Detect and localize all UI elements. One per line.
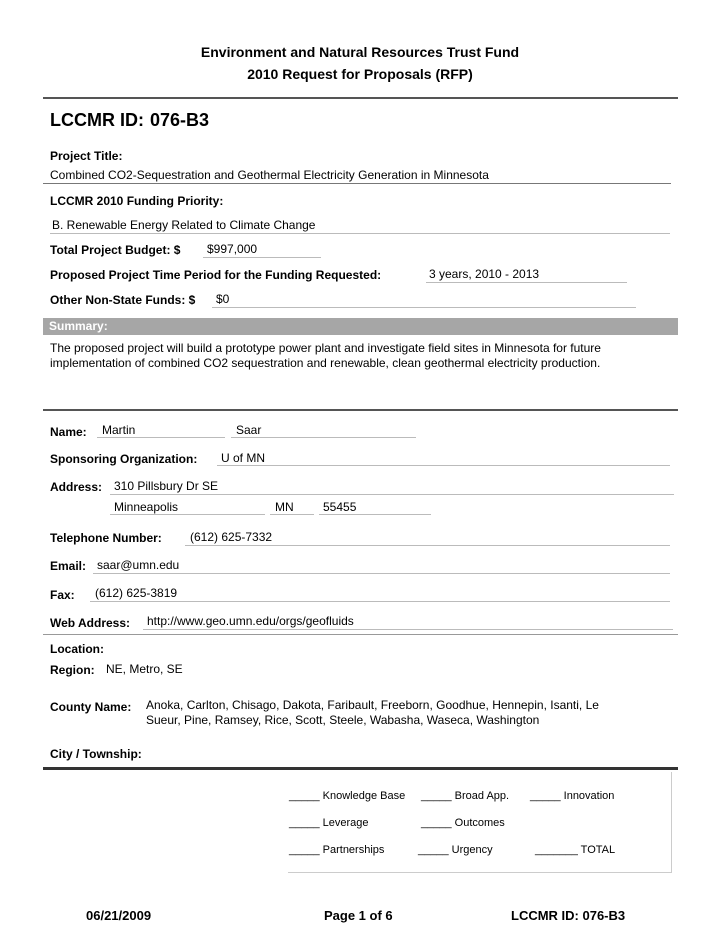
email-underline — [93, 573, 670, 574]
score-partnerships: _____ Partnerships — [289, 844, 385, 856]
last-name-underline — [231, 437, 416, 438]
summary-text: The proposed project will build a prototype power plant and investigate field sites in Minnesota for future implementation of combined CO2 sequestration and renewable, clean geothermal electricity production. — [50, 341, 601, 370]
web-address-underline — [143, 629, 673, 630]
street-value: 310 Pillsbury Dr SE — [114, 479, 219, 493]
project-title-label: Project Title: — [50, 149, 123, 163]
fax-label: Fax: — [50, 588, 75, 602]
contact-divider — [43, 634, 678, 635]
budget-value: $997,000 — [207, 242, 258, 256]
score-urgency: _____ Urgency — [418, 844, 493, 856]
nonstate-value: $0 — [216, 292, 230, 306]
footer-page: Page 1 of 6 — [324, 908, 393, 923]
web-address-label: Web Address: — [50, 616, 131, 630]
period-value: 3 years, 2010 - 2013 — [429, 267, 540, 281]
location-divider — [43, 767, 678, 770]
funding-priority-label: LCCMR 2010 Funding Priority: — [50, 194, 224, 208]
score-total: _______ TOTAL — [535, 844, 616, 856]
footer-lccmr-id: LCCMR ID: 076-B3 — [511, 908, 626, 923]
project-title-value: Combined CO2-Sequestration and Geothermal Electricity Generation in Minnesota — [50, 168, 489, 182]
nonstate-label: Other Non-State Funds: $ — [50, 293, 196, 307]
period-label: Proposed Project Time Period for the Funding Requested: — [50, 268, 382, 282]
email-value: saar@umn.edu — [97, 558, 180, 572]
first-name-value: Martin — [102, 423, 136, 437]
street-underline — [110, 494, 674, 495]
address-label: Address: — [50, 480, 103, 494]
budget-underline — [203, 257, 321, 258]
zip-underline — [319, 514, 431, 515]
project-title-underline — [43, 183, 671, 184]
footer-date: 06/21/2009 — [86, 908, 152, 923]
organization-value: U of MN — [221, 451, 266, 465]
zip-value: 55455 — [323, 500, 357, 514]
score-leverage: _____ Leverage — [289, 817, 369, 829]
score-outcomes: _____ Outcomes — [421, 817, 505, 829]
region-value: NE, Metro, SE — [106, 662, 183, 676]
region-label: Region: — [50, 663, 95, 677]
lccmr-id-value: 076-B3 — [150, 110, 210, 130]
score-broad-app: _____ Broad App. — [421, 790, 510, 802]
email-label: Email: — [50, 559, 87, 573]
telephone-value: (612) 625-7332 — [190, 530, 273, 544]
organization-label: Sponsoring Organization: — [50, 452, 198, 466]
lccmr-id-label: LCCMR ID: — [50, 110, 144, 130]
funding-priority-value: B. Renewable Energy Related to Climate Change — [52, 218, 316, 232]
city-value: Minneapolis — [114, 500, 179, 514]
organization-underline — [217, 465, 670, 466]
county-value-line2: Sueur, Pine, Ramsey, Rice, Scott, Steele, Wabasha, Waseca, Washington — [146, 713, 540, 727]
nonstate-underline — [212, 307, 636, 308]
state-underline — [270, 514, 314, 515]
first-name-underline — [97, 437, 225, 438]
funding-priority-underline — [50, 233, 670, 234]
fax-value: (612) 625-3819 — [95, 586, 178, 600]
county-label: County Name: — [50, 700, 132, 714]
telephone-underline — [185, 545, 670, 546]
header-divider — [43, 97, 678, 99]
summary-header: Summary: — [43, 318, 678, 335]
header-subtitle: 2010 Request for Proposals (RFP) — [247, 66, 473, 82]
score-knowledge-base: _____ Knowledge Base — [289, 790, 406, 802]
header-title: Environment and Natural Resources Trust Fund — [200, 44, 520, 60]
location-label: Location: — [50, 642, 104, 656]
budget-label: Total Project Budget: $ — [50, 243, 181, 257]
county-value-line1: Anoka, Carlton, Chisago, Dakota, Faribault, Freeborn, Goodhue, Hennepin, Isanti, Le — [146, 698, 599, 712]
fax-underline — [90, 601, 670, 602]
city-underline — [110, 514, 265, 515]
last-name-value: Saar — [236, 423, 262, 437]
period-underline — [426, 282, 627, 283]
telephone-label: Telephone Number: — [50, 531, 162, 545]
summary-divider — [43, 409, 678, 411]
web-address-value: http://www.geo.umn.edu/orgs/geofluids — [147, 614, 354, 628]
score-innovation: _____ Innovation — [530, 790, 615, 802]
state-value: MN — [275, 500, 294, 514]
name-label: Name: — [50, 425, 87, 439]
city-township-label: City / Township: — [50, 747, 142, 761]
